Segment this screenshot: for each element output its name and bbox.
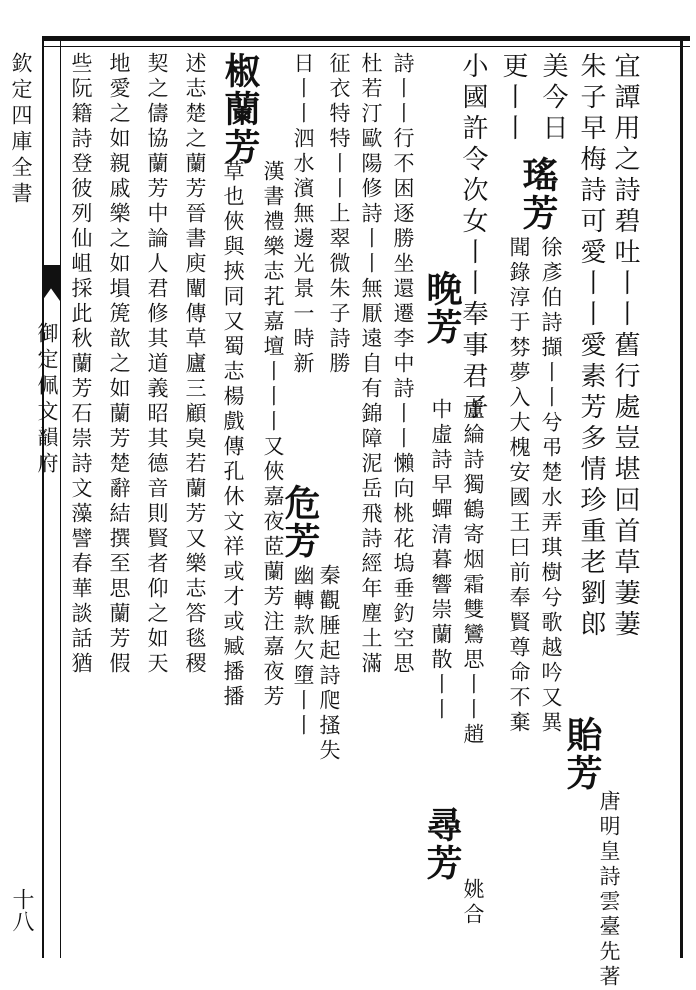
- entry-heading-wanfang: 晚芳: [421, 270, 463, 346]
- fishtail-mark: [42, 265, 60, 301]
- section-title: 御定佩文韻府: [35, 322, 59, 478]
- entry-heading-yifang: 貽芳: [561, 716, 603, 792]
- entry-heading-yaofang: 瑤芳: [517, 156, 559, 232]
- text-column-20: 草也俠與挾同又蜀志楊戲傳孔休文祥或才或臧播播: [221, 160, 245, 710]
- annotation-weifang: 秦觀腄起詩爬搔失: [317, 564, 341, 764]
- frame-left-border: [42, 36, 44, 958]
- text-column-14: 征衣特特丨丨上翠微朱子詩勝: [327, 52, 351, 377]
- text-column-2: 朱子早梅詩可愛丨丨愛素芳多情珍重老劉郎: [576, 52, 606, 641]
- text-column-8: 小國許令次女丨丨奉事君子: [458, 52, 488, 424]
- annotation-xunfang: 姚合: [461, 878, 485, 928]
- annotation-yaofang: 徐彥伯詩擷丨丨兮弔楚水弄琪樹兮歌越吟又異: [539, 236, 563, 736]
- annotation-wanfang: 盧綸詩獨鶴寄烟霜雙鸞思丨丨趙: [461, 398, 485, 748]
- text-column-7: 聞錄淳于棼夢入大槐安國王曰前奉賢尊命不棄: [507, 236, 531, 736]
- text-column-19: 漢書禮樂志芤嘉壇丨丨丨又俠嘉夜茝蘭芳注嘉夜芳: [261, 160, 285, 710]
- text-column-17: 幽轉款欠墮丨丨: [291, 564, 315, 739]
- text-column-12: 詩丨丨行不困逐勝坐還遷李中詩丨丨懶向桃花塢垂釣空思: [391, 52, 415, 677]
- frame-top-border: [42, 36, 690, 41]
- text-column-24: 些阮籍詩登彼列仙岨採此秋蘭芳石崇詩文藻譬春華談話猶: [69, 52, 93, 677]
- text-column-23: 地愛之如親戚樂之如塤箎歆之如蘭芳楚辭結撰至思蘭芳假: [107, 52, 131, 677]
- text-column-4: 美今日: [538, 52, 568, 145]
- frame-right-border: [680, 36, 683, 958]
- book-title: 欽定四庫全書: [9, 52, 33, 208]
- entry-heading-xunfang: 尋芳: [421, 806, 463, 882]
- entry-heading-jiaolanfang: 椒蘭芳: [219, 52, 261, 166]
- text-column-16: 日丨丨泗水濱無邊光景一時新: [291, 52, 315, 377]
- center-margin-rule: [60, 36, 61, 958]
- text-column-13: 杜若汀歐陽修詩丨丨無厭遠自有錦障泥岳飛詩經年塵土滿: [359, 52, 383, 677]
- text-column-6: 更丨丨: [498, 52, 528, 145]
- text-column-1: 宜譚用之詩碧吐丨丨舊行處豈堪回首草萋萋: [610, 52, 640, 641]
- page-number: 十八: [9, 888, 34, 932]
- entry-heading-weifang: 危芳: [279, 484, 321, 560]
- text-column-21: 述志楚之蘭芳晉書庾闡傳草廬三顧臭若蘭芳又樂志答毯稷: [183, 52, 207, 677]
- text-column-10: 中虛詩早蟬清暮響崇蘭散丨丨: [429, 398, 453, 723]
- text-column-22: 契之儔協蘭芳中論人君修其道義昭其德音則賢者仰之如天: [145, 52, 169, 677]
- frame-top-inner-border: [42, 46, 690, 47]
- annotation-yifang: 唐明皇詩雲臺先著: [597, 790, 621, 990]
